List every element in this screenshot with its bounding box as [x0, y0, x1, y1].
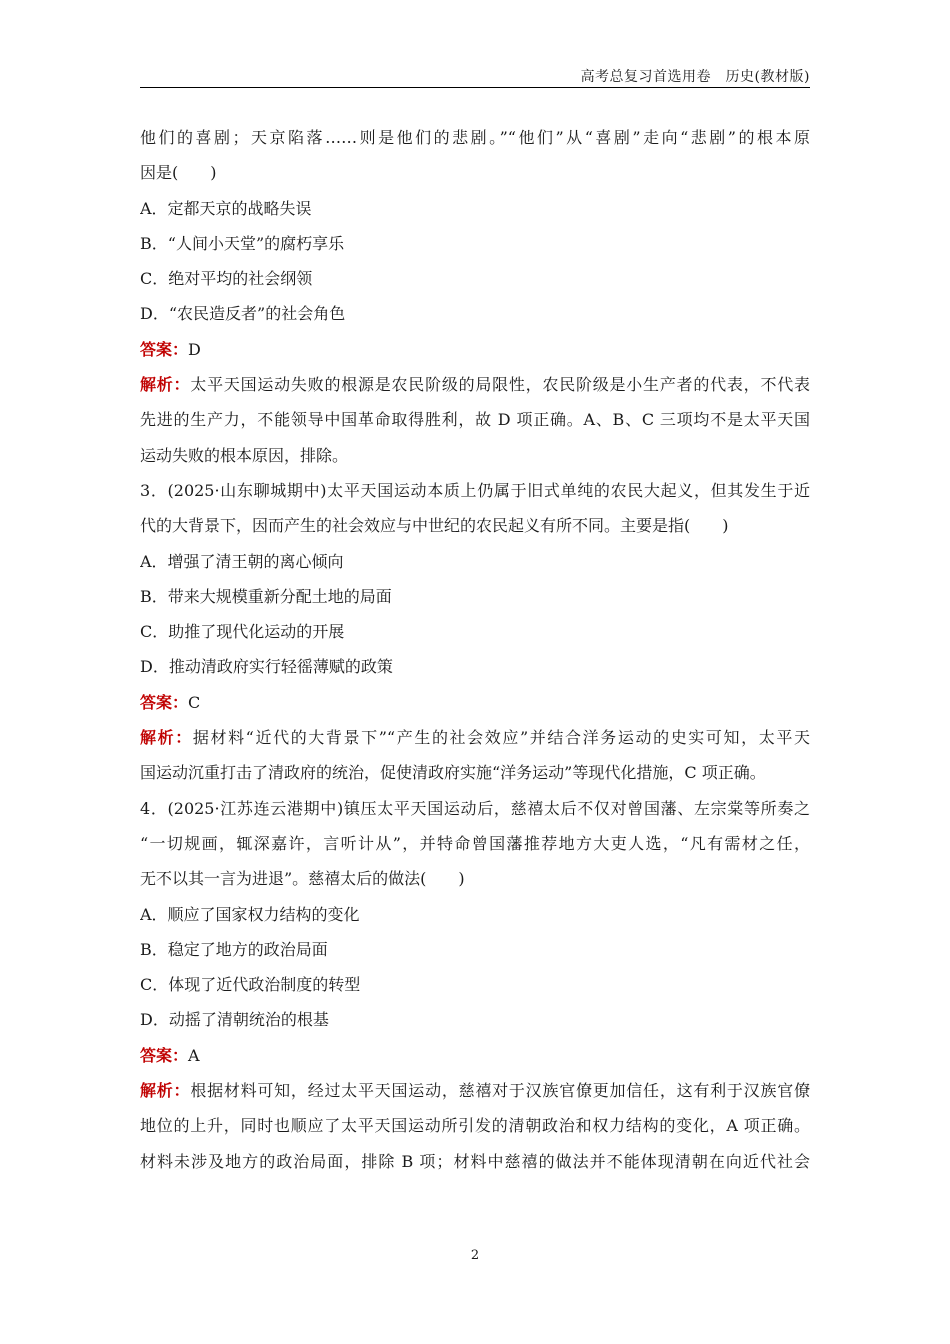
q2-analysis-line-1 [140, 367, 810, 402]
q4-option-c: C．体现了近代政治制度的转型 [140, 975, 361, 995]
q4-option-d: D．动摇了清朝统治的根基 [140, 1010, 329, 1030]
q3-option-b: B．带来大规模重新分配土地的局面 [140, 586, 392, 606]
q4-analysis-text-1: 根据材料可知，经过太平天国运动，慈禧对于汉族官僚更加信任，这有利于汉族官僚 [190, 1081, 810, 1101]
q4-stem-line-3: 无不以其一言为进退”。慈禧太后的做法( ) [140, 869, 465, 889]
q2-analysis-line-2: 先进的生产力，不能领导中国革命取得胜利，故 D 项正确。A、B、C 三项均不是太平天国 [140, 410, 810, 430]
q4-answer [140, 1038, 810, 1073]
q3-stem-line-1: 3．(2025·山东聊城期中)太平天国运动本质上仍属于旧式单纯的农民大起义，但其发生于近 [140, 480, 810, 500]
q3-option-c: C．助推了现代化运动的开展 [140, 622, 345, 642]
page-number: 2 [470, 1248, 480, 1263]
q3-analysis-line-2: 国运动沉重打击了清政府的统治，促使清政府实施“洋务运动”等现代化措施，C 项正确。 [140, 763, 766, 783]
q4-stem-line-2: “一切规画，辄深嘉许，言听计从”，并特命曾国藩推荐地方大吏人选，“凡有需材之任， [140, 833, 810, 853]
q2-analysis-line-3: 运动失败的根本原因，排除。 [140, 445, 349, 465]
q2-option-b: B．“人间小天堂”的腐朽享乐 [140, 233, 345, 253]
q4-option-a: A．顺应了国家权力结构的变化 [140, 904, 360, 924]
page-content [140, 120, 810, 1179]
q4-answer-value: A [188, 1045, 200, 1065]
q4-stem-line-1: 4．(2025·江苏连云港期中)镇压太平天国运动后，慈禧太后不仅对曾国藩、左宗棠等所奏之 [140, 798, 810, 818]
q4-option-b: B．稳定了地方的政治局面 [140, 939, 328, 959]
q3-option-a: A．增强了清王朝的离心倾向 [140, 551, 344, 571]
q2-option-a: A．定都天京的战略失误 [140, 198, 312, 218]
analysis-label: 解析： [140, 375, 191, 395]
q4-analysis-line-1 [140, 1073, 810, 1108]
analysis-label: 解析： [140, 1081, 191, 1101]
q3-analysis-text-1: 据材料“近代的大背景下”“产生的社会效应”并结合洋务运动的史实可知，太平天 [192, 728, 810, 748]
analysis-label: 解析： [140, 728, 193, 748]
q2-answer-value: D [188, 339, 201, 359]
header-rule [140, 87, 810, 88]
q3-answer-value: C [188, 692, 201, 712]
q4-analysis-line-2: 地位的上升，同时也顺应了太平天国运动所引发的清朝政治和权力结构的变化，A 项正确。 [140, 1116, 810, 1136]
q2-stem-line-2: 因是( ) [140, 163, 217, 183]
q2-option-d: D．“农民造反者”的社会角色 [140, 304, 346, 324]
q3-stem-line-2: 代的大背景下，因而产生的社会效应与中世纪的农民起义有所不同。主要是指( ) [140, 516, 729, 536]
q2-option-c: C．绝对平均的社会纲领 [140, 269, 313, 289]
q2-stem-line-1: 他们的喜剧；天京陷落……则是他们的悲剧。”“他们”从“喜剧”走向“悲剧”的根本原 [140, 128, 810, 147]
q2-analysis-text-1: 太平天国运动失败的根源是农民阶级的局限性，农民阶级是小生产者的代表，不代表 [190, 375, 810, 395]
page-header: 高考总复习首选用卷 历史(教材版) [580, 69, 810, 85]
q3-option-d: D．推动清政府实行轻徭薄赋的政策 [140, 657, 393, 677]
q3-answer [140, 685, 810, 720]
answer-label: 答案： [140, 339, 189, 359]
q3-analysis-line-1 [140, 720, 810, 755]
q4-analysis-line-3: 材料未涉及地方的政治局面，排除 B 项；材料中慈禧的做法并不能体现清朝在向近代社会 [140, 1151, 810, 1171]
q2-answer [140, 332, 810, 367]
answer-label: 答案： [140, 1045, 189, 1065]
answer-label: 答案： [140, 692, 189, 712]
